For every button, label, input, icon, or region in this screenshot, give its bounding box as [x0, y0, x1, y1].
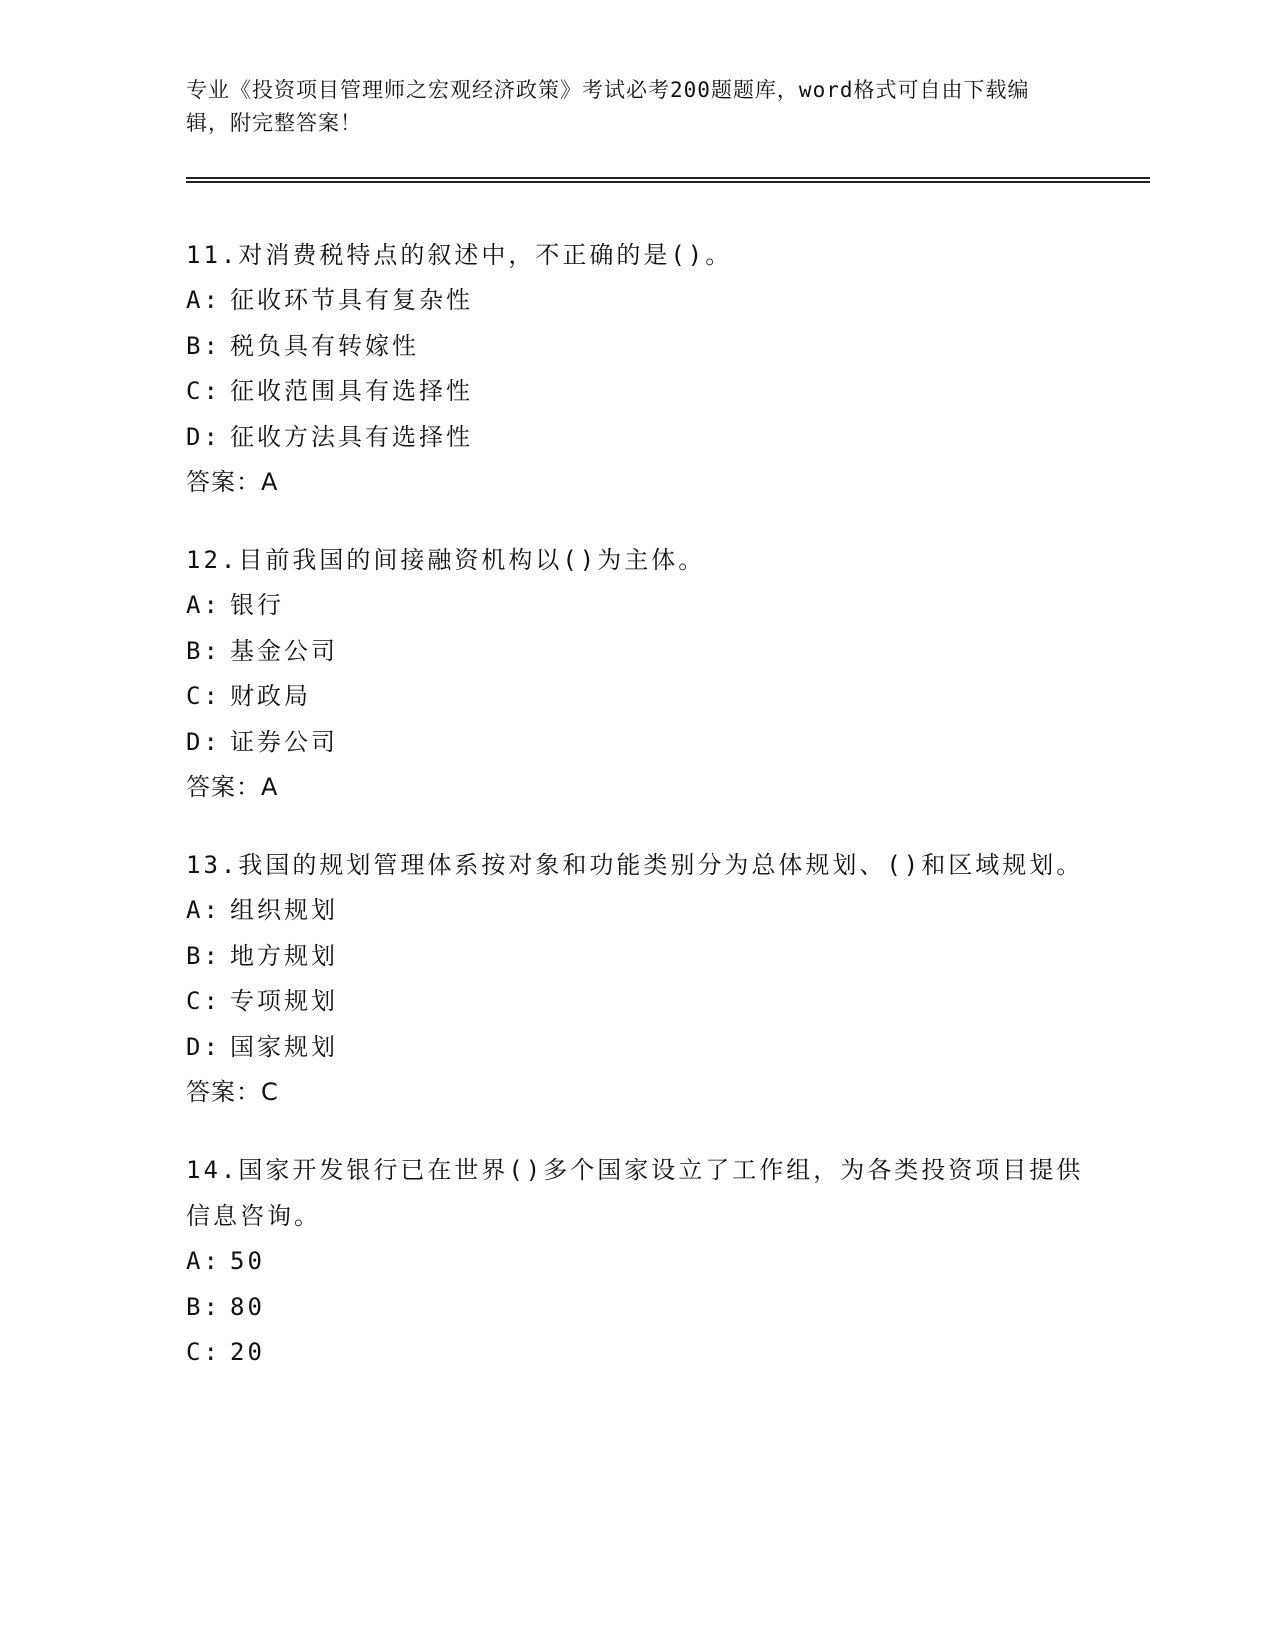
option-text: 征收环节具有复杂性 — [230, 286, 473, 314]
option-text: 地方规划 — [230, 941, 338, 970]
option-a — [186, 583, 1086, 629]
option-a — [186, 278, 1086, 324]
option-text: 财政局 — [230, 682, 311, 710]
option-key: D: — [186, 422, 221, 451]
option-text: 国家规划 — [230, 1032, 338, 1061]
option-key: B: — [186, 941, 221, 970]
header-divider-bottom — [186, 181, 1150, 183]
option-c — [186, 979, 1086, 1025]
option-key: C: — [186, 682, 221, 710]
header-divider-top — [186, 177, 1150, 179]
option-c — [186, 1330, 1086, 1376]
option-text: 征收范围具有选择性 — [230, 377, 473, 405]
answer-line: 答案：C — [186, 1078, 279, 1106]
option-b — [186, 1285, 1086, 1331]
option-key: A: — [186, 896, 221, 924]
question-14 — [186, 1147, 1086, 1376]
option-key: C: — [186, 987, 221, 1015]
option-d — [186, 415, 1086, 461]
document-title: 专业《投资项目管理师之宏观经济政策》考试必考200题题库，word格式可自由下载编辑，附完整答案！ — [186, 78, 1030, 135]
question-12 — [186, 537, 1086, 810]
option-b — [186, 934, 1086, 980]
answer-line: 答案：A — [186, 773, 279, 801]
question-stem: 14.国家开发银行已在世界()多个国家设立了工作组，为各类投资项目提供信息咨询。 — [186, 1156, 1084, 1230]
option-a — [186, 1239, 1086, 1285]
option-text: 20 — [230, 1338, 265, 1366]
option-text: 证券公司 — [230, 727, 338, 756]
option-key: A: — [186, 591, 221, 619]
option-text: 专项规划 — [230, 987, 338, 1015]
option-text: 基金公司 — [230, 636, 338, 665]
question-11 — [186, 232, 1086, 505]
option-key: A: — [186, 1247, 221, 1275]
option-c — [186, 674, 1086, 720]
option-a — [186, 888, 1086, 934]
question-stem: 13.我国的规划管理体系按对象和功能类别分为总体规划、()和区域规划。 — [186, 851, 1084, 879]
option-key: D: — [186, 727, 221, 756]
option-d — [186, 1025, 1086, 1071]
option-d — [186, 720, 1086, 766]
option-c — [186, 369, 1086, 415]
option-b — [186, 324, 1086, 370]
question-list — [186, 232, 1086, 1408]
option-key: B: — [186, 331, 221, 360]
option-b — [186, 629, 1086, 675]
option-text: 征收方法具有选择性 — [230, 422, 473, 451]
option-key: C: — [186, 1338, 221, 1366]
option-text: 组织规划 — [230, 896, 338, 924]
question-stem: 11.对消费税特点的叙述中，不正确的是()。 — [186, 241, 733, 269]
option-text: 税负具有转嫁性 — [230, 331, 419, 360]
option-key: D: — [186, 1032, 221, 1061]
question-13 — [186, 842, 1086, 1115]
option-text: 银行 — [230, 591, 284, 619]
option-key: A: — [186, 286, 221, 314]
option-key: B: — [186, 1292, 221, 1321]
answer-line: 答案：A — [186, 468, 279, 496]
option-text: 50 — [230, 1247, 265, 1275]
option-text: 80 — [230, 1292, 265, 1321]
option-key: B: — [186, 636, 221, 665]
question-stem: 12.目前我国的间接融资机构以()为主体。 — [186, 546, 706, 574]
option-key: C: — [186, 377, 221, 405]
